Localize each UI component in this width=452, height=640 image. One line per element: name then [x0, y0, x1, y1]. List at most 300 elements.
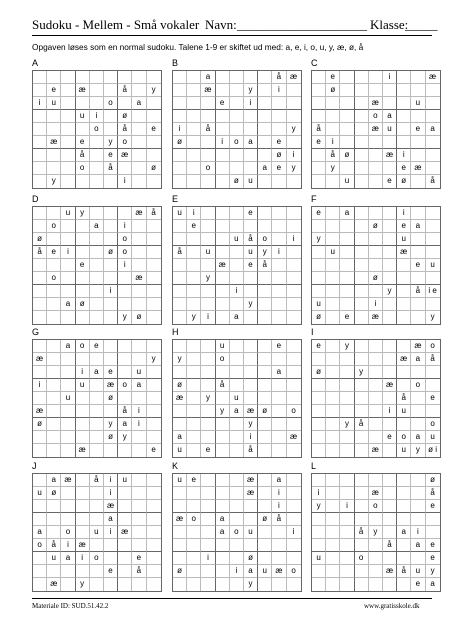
sudoku-cell[interactable]	[272, 285, 286, 298]
sudoku-cell[interactable]	[61, 487, 75, 500]
sudoku-cell[interactable]	[272, 311, 286, 324]
sudoku-cell[interactable]: a	[47, 474, 61, 487]
sudoku-cell[interactable]: e	[47, 84, 61, 97]
sudoku-cell[interactable]: o	[76, 162, 90, 175]
sudoku-cell[interactable]	[383, 526, 397, 539]
sudoku-cell[interactable]	[355, 246, 369, 259]
sudoku-cell[interactable]	[244, 220, 258, 233]
sudoku-cell[interactable]	[118, 340, 132, 353]
sudoku-cell[interactable]	[411, 418, 425, 431]
sudoku-cell[interactable]	[244, 311, 258, 324]
sudoku-cell[interactable]: a	[411, 431, 425, 444]
sudoku-cell[interactable]	[132, 175, 146, 188]
sudoku-cell[interactable]	[33, 149, 47, 162]
sudoku-cell[interactable]: y	[340, 340, 354, 353]
sudoku-cell[interactable]	[312, 84, 326, 97]
sudoku-cell[interactable]: o	[118, 233, 132, 246]
sudoku-cell[interactable]: æ	[369, 97, 383, 110]
sudoku-cell[interactable]: å	[426, 487, 440, 500]
sudoku-cell[interactable]	[187, 392, 201, 405]
sudoku-cell[interactable]: i	[104, 474, 118, 487]
sudoku-cell[interactable]	[147, 311, 161, 324]
sudoku-cell[interactable]	[216, 565, 230, 578]
sudoku-cell[interactable]	[426, 149, 440, 162]
sudoku-cell[interactable]: i	[287, 526, 301, 539]
sudoku-cell[interactable]: i	[118, 220, 132, 233]
sudoku-cell[interactable]	[355, 487, 369, 500]
sudoku-cell[interactable]	[173, 71, 187, 84]
sudoku-cell[interactable]: e	[187, 220, 201, 233]
sudoku-cell[interactable]	[258, 526, 272, 539]
sudoku-cell[interactable]: i	[326, 136, 340, 149]
sudoku-cell[interactable]	[272, 379, 286, 392]
sudoku-cell[interactable]	[411, 405, 425, 418]
sudoku-cell[interactable]	[147, 97, 161, 110]
sudoku-cell[interactable]: y	[173, 353, 187, 366]
sudoku-cell[interactable]	[187, 272, 201, 285]
sudoku-cell[interactable]	[355, 175, 369, 188]
sudoku-cell[interactable]	[411, 149, 425, 162]
sudoku-cell[interactable]	[230, 552, 244, 565]
sudoku-cell[interactable]: i	[244, 431, 258, 444]
sudoku-cell[interactable]	[118, 500, 132, 513]
sudoku-cell[interactable]	[61, 136, 75, 149]
sudoku-cell[interactable]	[397, 513, 411, 526]
sudoku-cell[interactable]	[76, 233, 90, 246]
sudoku-cell[interactable]	[383, 311, 397, 324]
sudoku-cell[interactable]: æ	[118, 149, 132, 162]
sudoku-cell[interactable]	[90, 149, 104, 162]
sudoku-cell[interactable]	[61, 175, 75, 188]
sudoku-cell[interactable]	[411, 500, 425, 513]
sudoku-cell[interactable]	[272, 431, 286, 444]
sudoku-cell[interactable]: i	[230, 285, 244, 298]
sudoku-cell[interactable]	[287, 97, 301, 110]
sudoku-cell[interactable]: y	[287, 162, 301, 175]
sudoku-cell[interactable]: o	[258, 233, 272, 246]
sudoku-cell[interactable]	[147, 220, 161, 233]
sudoku-cell[interactable]: u	[426, 259, 440, 272]
sudoku-cell[interactable]	[230, 500, 244, 513]
sudoku-cell[interactable]	[173, 500, 187, 513]
sudoku-cell[interactable]	[312, 220, 326, 233]
sudoku-cell[interactable]: a	[61, 340, 75, 353]
sudoku-cell[interactable]	[216, 487, 230, 500]
sudoku-cell[interactable]: o	[426, 340, 440, 353]
sudoku-cell[interactable]	[118, 366, 132, 379]
sudoku-cell[interactable]	[33, 298, 47, 311]
sudoku-cell[interactable]	[340, 259, 354, 272]
sudoku-cell[interactable]	[287, 272, 301, 285]
sudoku-cell[interactable]	[411, 272, 425, 285]
sudoku-cell[interactable]: æ	[369, 487, 383, 500]
sudoku-cell[interactable]	[397, 366, 411, 379]
sudoku-cell[interactable]	[90, 405, 104, 418]
sudoku-cell[interactable]	[76, 431, 90, 444]
sudoku-cell[interactable]	[201, 487, 215, 500]
sudoku-cell[interactable]: ø	[76, 298, 90, 311]
sudoku-cell[interactable]	[104, 272, 118, 285]
sudoku-cell[interactable]	[104, 207, 118, 220]
sudoku-cell[interactable]	[326, 311, 340, 324]
sudoku-cell[interactable]: a	[201, 71, 215, 84]
sudoku-cell[interactable]	[312, 175, 326, 188]
sudoku-cell[interactable]	[201, 97, 215, 110]
sudoku-cell[interactable]	[216, 311, 230, 324]
sudoku-cell[interactable]	[340, 474, 354, 487]
sudoku-cell[interactable]	[287, 418, 301, 431]
sudoku-cell[interactable]	[187, 110, 201, 123]
sudoku-cell[interactable]	[61, 431, 75, 444]
sudoku-cell[interactable]	[33, 259, 47, 272]
sudoku-cell[interactable]	[244, 513, 258, 526]
sudoku-cell[interactable]: i	[104, 526, 118, 539]
sudoku-cell[interactable]	[355, 285, 369, 298]
sudoku-cell[interactable]: å	[355, 418, 369, 431]
sudoku-cell[interactable]	[326, 444, 340, 457]
sudoku-cell[interactable]: y	[287, 123, 301, 136]
sudoku-cell[interactable]	[411, 552, 425, 565]
sudoku-cell[interactable]: æ	[132, 207, 146, 220]
sudoku-cell[interactable]: u	[244, 526, 258, 539]
sudoku-cell[interactable]: e	[272, 136, 286, 149]
sudoku-cell[interactable]	[383, 136, 397, 149]
sudoku-cell[interactable]	[312, 149, 326, 162]
sudoku-cell[interactable]: u	[244, 246, 258, 259]
sudoku-cell[interactable]	[132, 431, 146, 444]
sudoku-cell[interactable]	[340, 71, 354, 84]
sudoku-cell[interactable]	[173, 285, 187, 298]
sudoku-cell[interactable]: y	[187, 311, 201, 324]
sudoku-cell[interactable]: y	[47, 175, 61, 188]
sudoku-cell[interactable]	[173, 298, 187, 311]
sudoku-cell[interactable]	[33, 136, 47, 149]
sudoku-cell[interactable]: ø	[312, 366, 326, 379]
sudoku-cell[interactable]: a	[132, 97, 146, 110]
sudoku-cell[interactable]: æ	[287, 71, 301, 84]
sudoku-cell[interactable]: i	[244, 97, 258, 110]
sudoku-cell[interactable]: u	[76, 379, 90, 392]
sudoku-cell[interactable]	[118, 162, 132, 175]
sudoku-cell[interactable]	[61, 565, 75, 578]
sudoku-cell[interactable]	[47, 353, 61, 366]
sudoku-cell[interactable]: u	[397, 233, 411, 246]
sudoku-cell[interactable]: æ	[244, 405, 258, 418]
sudoku-cell[interactable]: u	[47, 97, 61, 110]
sudoku-cell[interactable]: a	[230, 311, 244, 324]
sudoku-cell[interactable]: i	[272, 246, 286, 259]
sudoku-cell[interactable]	[426, 110, 440, 123]
sudoku-cell[interactable]	[272, 526, 286, 539]
sudoku-cell[interactable]: i	[216, 136, 230, 149]
sudoku-cell[interactable]	[326, 220, 340, 233]
sudoku-cell[interactable]: æ	[104, 500, 118, 513]
sudoku-cell[interactable]: æ	[287, 431, 301, 444]
sudoku-cell[interactable]	[187, 379, 201, 392]
sudoku-cell[interactable]	[132, 149, 146, 162]
sudoku-cell[interactable]	[411, 366, 425, 379]
sudoku-cell[interactable]	[326, 298, 340, 311]
sudoku-cell[interactable]	[61, 500, 75, 513]
sudoku-cell[interactable]	[61, 259, 75, 272]
sudoku-cell[interactable]	[326, 513, 340, 526]
sudoku-cell[interactable]	[104, 405, 118, 418]
sudoku-cell[interactable]	[201, 298, 215, 311]
sudoku-cell[interactable]	[216, 246, 230, 259]
sudoku-cell[interactable]	[147, 246, 161, 259]
sudoku-cell[interactable]	[272, 392, 286, 405]
sudoku-cell[interactable]: a	[411, 353, 425, 366]
sudoku-cell[interactable]: a	[244, 136, 258, 149]
sudoku-cell[interactable]	[312, 444, 326, 457]
sudoku-cell[interactable]	[340, 353, 354, 366]
sudoku-cell[interactable]	[76, 123, 90, 136]
sudoku-cell[interactable]	[216, 149, 230, 162]
sudoku-cell[interactable]	[244, 392, 258, 405]
sudoku-cell[interactable]: ø	[173, 379, 187, 392]
sudoku-cell[interactable]: å	[430, 176, 435, 185]
sudoku-cell[interactable]: e	[47, 246, 61, 259]
sudoku-cell[interactable]	[90, 84, 104, 97]
sudoku-cell[interactable]	[187, 366, 201, 379]
sudoku-cell[interactable]	[90, 97, 104, 110]
sudoku-cell[interactable]: e	[76, 136, 90, 149]
sudoku-cell[interactable]: å	[426, 353, 440, 366]
sudoku-cell[interactable]: å	[118, 123, 132, 136]
sudoku-cell[interactable]	[216, 233, 230, 246]
sudoku-cell[interactable]	[383, 298, 397, 311]
sudoku-cell[interactable]	[47, 565, 61, 578]
sudoku-cell[interactable]	[216, 71, 230, 84]
sudoku-cell[interactable]: æ	[411, 340, 425, 353]
sudoku-cell[interactable]	[76, 311, 90, 324]
sudoku-cell[interactable]	[312, 110, 326, 123]
sudoku-cell[interactable]	[147, 431, 161, 444]
sudoku-cell[interactable]	[118, 552, 132, 565]
sudoku-cell[interactable]	[230, 539, 244, 552]
sudoku-cell[interactable]	[132, 487, 146, 500]
sudoku-cell[interactable]: o	[47, 272, 61, 285]
sudoku-cell[interactable]: æ	[104, 379, 118, 392]
sudoku-cell[interactable]: e	[147, 123, 161, 136]
sudoku-cell[interactable]	[230, 487, 244, 500]
sudoku-cell[interactable]	[216, 285, 230, 298]
sudoku-cell[interactable]	[33, 175, 47, 188]
sudoku-cell[interactable]	[355, 220, 369, 233]
sudoku-cell[interactable]: ø	[33, 233, 47, 246]
sudoku-cell[interactable]: y	[244, 578, 258, 591]
sudoku-cell[interactable]: e	[397, 162, 411, 175]
sudoku-cell[interactable]	[258, 353, 272, 366]
sudoku-cell[interactable]	[383, 259, 397, 272]
sudoku-cell[interactable]	[411, 474, 425, 487]
sudoku-cell[interactable]	[411, 298, 425, 311]
sudoku-cell[interactable]	[187, 565, 201, 578]
sudoku-cell[interactable]	[258, 500, 272, 513]
sudoku-cell[interactable]	[173, 526, 187, 539]
sudoku-cell[interactable]: ø	[312, 311, 326, 324]
sudoku-cell[interactable]	[397, 298, 411, 311]
sudoku-cell[interactable]	[426, 272, 440, 285]
sudoku-cell[interactable]	[132, 513, 146, 526]
sudoku-cell[interactable]	[90, 246, 104, 259]
sudoku-cell[interactable]	[147, 513, 161, 526]
sudoku-cell[interactable]	[201, 233, 215, 246]
sudoku-cell[interactable]: ø	[272, 149, 286, 162]
sudoku-cell[interactable]: i	[118, 259, 132, 272]
sudoku-cell[interactable]	[397, 487, 411, 500]
sudoku-cell[interactable]	[369, 565, 383, 578]
sudoku-cell[interactable]	[187, 578, 201, 591]
sudoku-cell[interactable]: æ	[216, 259, 230, 272]
sudoku-cell[interactable]	[411, 84, 425, 97]
sudoku-cell[interactable]: æ	[173, 513, 187, 526]
sudoku-cell[interactable]: æ	[244, 487, 258, 500]
sudoku-cell[interactable]	[201, 340, 215, 353]
sudoku-cell[interactable]	[61, 366, 75, 379]
sudoku-cell[interactable]: a	[90, 366, 104, 379]
sudoku-cell[interactable]	[355, 97, 369, 110]
sudoku-cell[interactable]	[47, 500, 61, 513]
sudoku-cell[interactable]	[118, 513, 132, 526]
sudoku-cell[interactable]	[340, 136, 354, 149]
sudoku-cell[interactable]: i	[104, 487, 118, 500]
sudoku-cell[interactable]	[90, 418, 104, 431]
sudoku-cell[interactable]: u	[61, 207, 75, 220]
sudoku-cell[interactable]: o	[287, 565, 301, 578]
sudoku-cell[interactable]: o	[61, 526, 75, 539]
sudoku-cell[interactable]: a	[33, 526, 47, 539]
sudoku-cell[interactable]	[369, 233, 383, 246]
sudoku-cell[interactable]: æ	[383, 379, 397, 392]
sudoku-cell[interactable]: æ	[76, 444, 90, 457]
sudoku-cell[interactable]	[244, 340, 258, 353]
sudoku-cell[interactable]	[147, 379, 161, 392]
sudoku-cell[interactable]	[230, 353, 244, 366]
sudoku-cell[interactable]	[147, 233, 161, 246]
sudoku-cell[interactable]: o	[187, 513, 201, 526]
sudoku-cell[interactable]: o	[47, 220, 61, 233]
sudoku-cell[interactable]: a	[340, 207, 354, 220]
sudoku-cell[interactable]	[326, 474, 340, 487]
sudoku-cell[interactable]	[132, 285, 146, 298]
sudoku-cell[interactable]	[340, 392, 354, 405]
sudoku-cell[interactable]: a	[430, 579, 435, 588]
sudoku-cell[interactable]	[369, 366, 383, 379]
sudoku-cell[interactable]	[216, 366, 230, 379]
sudoku-cell[interactable]	[326, 340, 340, 353]
sudoku-cell[interactable]: å	[47, 539, 61, 552]
sudoku-cell[interactable]	[187, 487, 201, 500]
sudoku-cell[interactable]	[132, 578, 146, 591]
sudoku-cell[interactable]: i	[187, 207, 201, 220]
sudoku-cell[interactable]	[326, 392, 340, 405]
sudoku-cell[interactable]	[340, 366, 354, 379]
sudoku-cell[interactable]	[33, 285, 47, 298]
sudoku-cell[interactable]	[230, 162, 244, 175]
sudoku-cell[interactable]: e	[216, 97, 230, 110]
sudoku-cell[interactable]	[132, 246, 146, 259]
sudoku-cell[interactable]: y	[244, 418, 258, 431]
sudoku-cell[interactable]	[216, 123, 230, 136]
sudoku-cell[interactable]	[187, 353, 201, 366]
sudoku-cell[interactable]	[312, 392, 326, 405]
sudoku-cell[interactable]	[76, 500, 90, 513]
sudoku-cell[interactable]	[411, 487, 425, 500]
sudoku-cell[interactable]	[272, 259, 286, 272]
sudoku-cell[interactable]: i	[201, 552, 215, 565]
sudoku-cell[interactable]	[272, 418, 286, 431]
sudoku-cell[interactable]	[61, 405, 75, 418]
sudoku-cell[interactable]	[426, 526, 440, 539]
sudoku-cell[interactable]	[397, 84, 411, 97]
sudoku-cell[interactable]: y	[201, 272, 215, 285]
sudoku-cell[interactable]: a	[244, 565, 258, 578]
sudoku-cell[interactable]	[90, 311, 104, 324]
sudoku-cell[interactable]	[272, 353, 286, 366]
sudoku-cell[interactable]	[397, 379, 411, 392]
sudoku-cell[interactable]	[244, 379, 258, 392]
sudoku-cell[interactable]: y	[201, 392, 215, 405]
sudoku-cell[interactable]	[201, 353, 215, 366]
sudoku-cell[interactable]	[244, 366, 258, 379]
sudoku-cell[interactable]	[33, 366, 47, 379]
sudoku-cell[interactable]	[340, 513, 354, 526]
sudoku-cell[interactable]: a	[90, 220, 104, 233]
sudoku-cell[interactable]	[61, 578, 75, 591]
sudoku-cell[interactable]	[383, 444, 397, 457]
sudoku-cell[interactable]	[201, 149, 215, 162]
sudoku-cell[interactable]	[355, 578, 369, 591]
sudoku-cell[interactable]	[258, 298, 272, 311]
sudoku-cell[interactable]	[383, 418, 397, 431]
sudoku-cell[interactable]: y	[312, 233, 326, 246]
sudoku-cell[interactable]: a	[411, 539, 425, 552]
sudoku-cell[interactable]: o	[355, 552, 369, 565]
sudoku-cell[interactable]	[47, 233, 61, 246]
sudoku-cell[interactable]	[355, 84, 369, 97]
sudoku-cell[interactable]	[61, 110, 75, 123]
sudoku-cell[interactable]	[61, 285, 75, 298]
sudoku-cell[interactable]	[147, 552, 161, 565]
sudoku-cell[interactable]	[326, 207, 340, 220]
sudoku-cell[interactable]	[187, 246, 201, 259]
sudoku-cell[interactable]	[369, 149, 383, 162]
sudoku-cell[interactable]	[426, 233, 440, 246]
sudoku-cell[interactable]	[272, 123, 286, 136]
sudoku-cell[interactable]	[244, 149, 258, 162]
sudoku-cell[interactable]	[187, 71, 201, 84]
sudoku-cell[interactable]: ø	[244, 552, 258, 565]
sudoku-cell[interactable]	[173, 84, 187, 97]
sudoku-cell[interactable]: u	[383, 123, 397, 136]
sudoku-cell[interactable]	[272, 207, 286, 220]
sudoku-cell[interactable]	[258, 272, 272, 285]
sudoku-cell[interactable]	[104, 233, 118, 246]
sudoku-cell[interactable]	[76, 405, 90, 418]
sudoku-cell[interactable]: æ	[173, 392, 187, 405]
sudoku-cell[interactable]	[312, 353, 326, 366]
sudoku-cell[interactable]: ø	[230, 175, 244, 188]
sudoku-cell[interactable]	[426, 379, 440, 392]
sudoku-cell[interactable]	[61, 84, 75, 97]
sudoku-cell[interactable]	[369, 513, 383, 526]
sudoku-cell[interactable]	[173, 539, 187, 552]
sudoku-cell[interactable]	[369, 418, 383, 431]
sudoku-cell[interactable]: æ	[369, 444, 383, 457]
sudoku-cell[interactable]	[90, 578, 104, 591]
sudoku-cell[interactable]	[340, 539, 354, 552]
